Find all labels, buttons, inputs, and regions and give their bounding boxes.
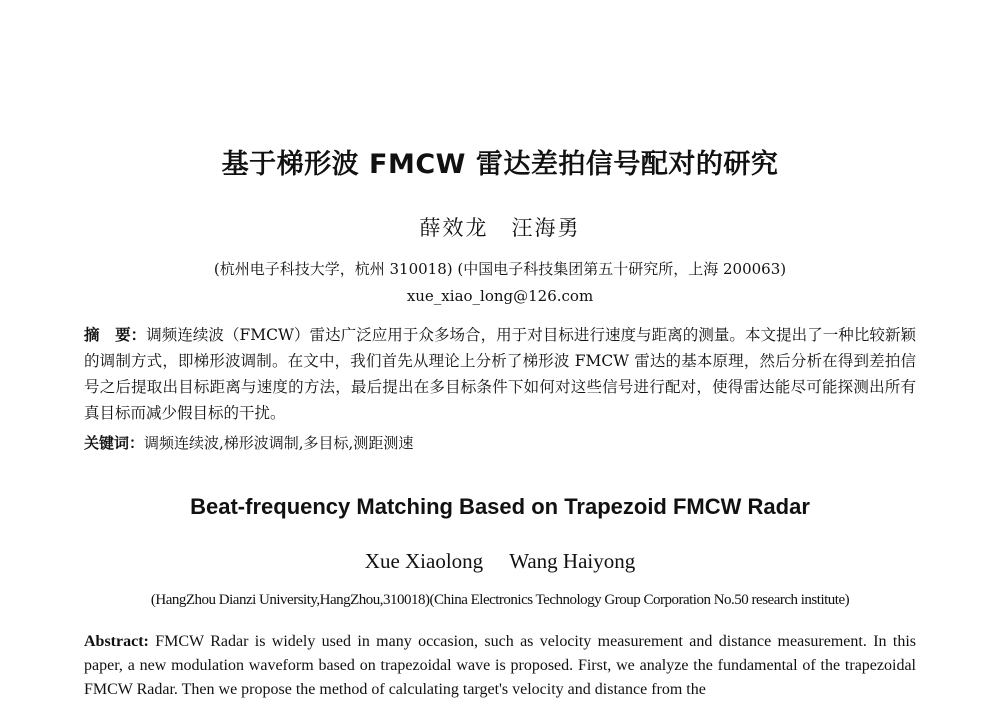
author-email: xue_xiao_long@126.com [406, 287, 594, 305]
chinese-title: 基于梯形波 FMCW 雷达差拍信号配对的研究 [221, 149, 779, 180]
english-title: Beat-frequency Matching Based on Trapezoid FMCW Radar [190, 494, 810, 519]
chinese-keywords-text: 调频连续波,梯形波调制,多目标,测距测速 [144, 434, 414, 452]
english-author-2: Wang Haiyong [509, 549, 636, 573]
chinese-keywords [84, 432, 916, 453]
chinese-abstract [84, 322, 916, 426]
english-authors [84, 549, 916, 574]
english-author-1: Xue Xiaolong [364, 549, 484, 573]
chinese-affiliation: (杭州电子科技大学，杭州 310018) (中国电子科技集团第五十研究所，上海 200063) [213, 260, 787, 278]
chinese-keywords-label: 关键词： [84, 434, 145, 452]
chinese-abstract-label: 摘 要： [84, 325, 147, 344]
english-affiliation: (HangZhou Dianzi University,HangZhou,310018)(China Electronics Technology Group Corporation No.50 research institute) [150, 592, 850, 608]
english-abstract-text: FMCW Radar is widely used in many occasion, such as velocity measurement and distance measurement. In this paper, a new modulation waveform based on trapezoidal wave is proposed. First, we analyze the fundamental of the trapezoidal FMCW Radar. Then we propose the method of calculating target's velocity and distance from the [84, 633, 916, 698]
chinese-abstract-text: 调频连续波（FMCW）雷达广泛应用于众多场合，用于对目标进行速度与距离的测量。本文提出了一种比较新颖的调制方式，即梯形波调制。在文中，我们首先从理论上分析了梯形波 FMCW 雷达的基本原理，然后分析在得到差拍信号之后提取出目标距离与速度的方法，最后提出在多目标条件下如何对这些信号进行配对，使得雷达能尽可能探测出所有真目标而减少假目标的干扰。 [84, 326, 916, 422]
chinese-authors: 薛效龙 汪海勇 [419, 216, 581, 240]
english-abstract-label: Abstract: [84, 633, 149, 650]
english-abstract [84, 630, 916, 702]
